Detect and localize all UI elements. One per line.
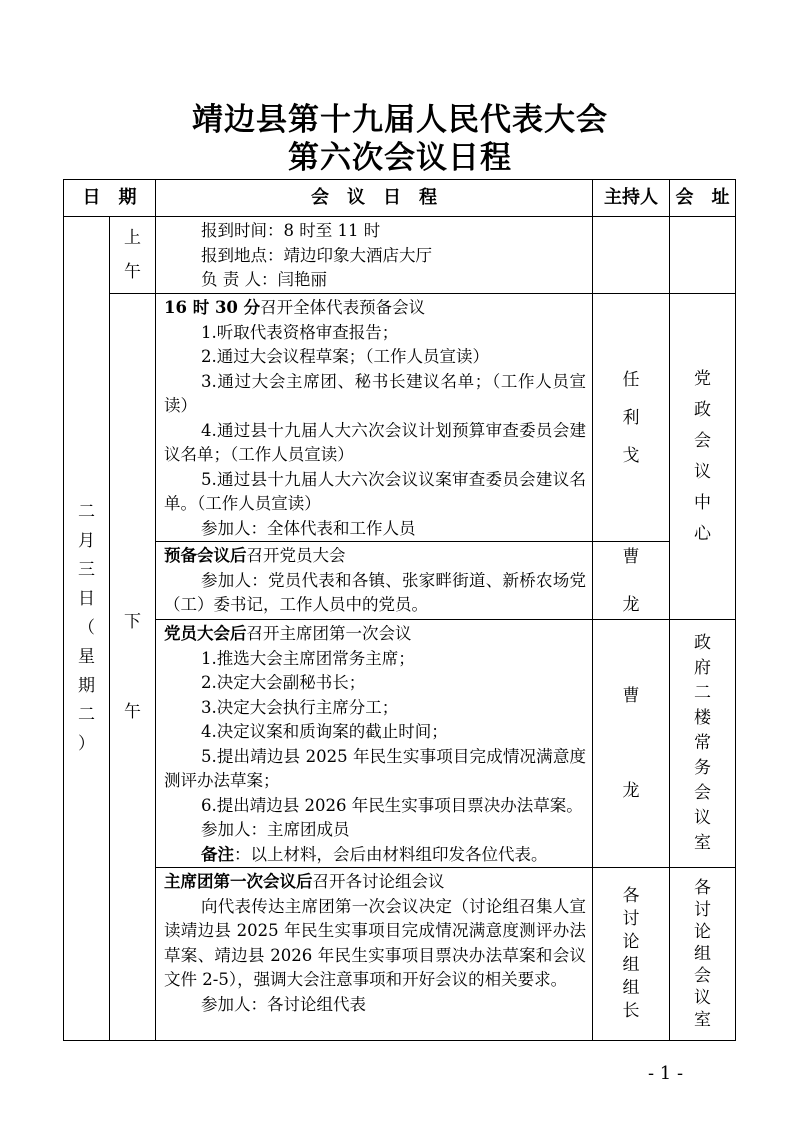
session-2-lead	[164, 544, 586, 569]
session-4-lead-time: 主席团第一次会议后	[164, 872, 313, 891]
table-header-row	[64, 180, 736, 217]
venue-char: 论	[694, 922, 711, 942]
date-cell	[64, 217, 110, 1041]
note-label: 备注	[201, 844, 234, 864]
host-char: 戈	[622, 445, 640, 466]
morning-host-cell	[593, 217, 670, 294]
session-1-content	[156, 294, 593, 542]
venue-char: 务	[694, 758, 711, 778]
morning-line: 报到时间：8 时至 11 时	[201, 221, 381, 240]
venue-char: 党	[694, 368, 711, 389]
venue-char: 会	[694, 430, 711, 451]
session-4-host	[593, 868, 670, 1041]
date-char: 期	[78, 676, 95, 696]
session-3-item: 1.推选大会主席团常务主席；	[201, 648, 415, 668]
venue-2-cell	[670, 620, 736, 868]
session-4-lead	[164, 870, 586, 895]
afternoon-char: 午	[124, 702, 141, 722]
venue-char: 组	[694, 944, 711, 964]
schedule-table	[63, 179, 736, 1041]
session-1-item: 5.通过县十九届人大六次会议议案审查委员会建议名单。（工作人员宣读）	[164, 469, 586, 513]
venue-char: 府	[694, 658, 711, 678]
afternoon-label-cell	[110, 294, 156, 1041]
session-4-item: 向代表传达主席团第一次会议决定（讨论组召集人宣读靖边县 2025 年民生实事项目完成情况满意度测评办法草案、靖边县 2026 年民生实事项目票决办法草案和会议文件 2-5），强调大会注意事项和开好会议的相关要求。	[164, 896, 586, 989]
date-char: 二	[78, 502, 95, 522]
venue-3-cell	[670, 868, 736, 1041]
session-3-item: 5.提出靖边县 2025 年民生实事项目完成情况满意度测评办法草案；	[164, 746, 586, 790]
date-char: 日	[78, 589, 95, 609]
session-2-host	[593, 542, 670, 620]
date-char: 月	[78, 531, 95, 551]
header-schedule: 会 议 日 程	[156, 180, 593, 217]
session-3-item: 3.决定大会执行主席分工；	[201, 697, 399, 717]
venue-char: 各	[694, 878, 711, 898]
venue-char: 政	[694, 633, 711, 653]
host-char: 曹	[622, 546, 640, 567]
host-char: 任	[622, 369, 640, 390]
venue-char: 中	[694, 492, 711, 513]
venue-char: 二	[694, 683, 711, 703]
session-2-lead-text: 召开党员大会	[246, 546, 346, 565]
date-char: 星	[78, 647, 95, 667]
date-char: 三	[78, 560, 95, 580]
table-row-session-4	[64, 868, 736, 1041]
host-char: 论	[622, 932, 640, 952]
morning-venue-cell	[670, 217, 736, 294]
date-char: （	[78, 618, 95, 638]
session-3-content	[156, 620, 593, 868]
page-number: - 1 -	[648, 1063, 684, 1084]
session-1-item: 1.听取代表资格审查报告；	[201, 322, 399, 342]
session-2-content	[156, 542, 593, 620]
session-3-participants: 参加人：主席团成员	[201, 820, 350, 839]
host-char: 各	[622, 886, 640, 906]
session-3-lead	[164, 622, 586, 647]
date-label	[64, 498, 109, 759]
venue-char: 常	[694, 733, 711, 753]
session-4-lead-text: 召开各讨论组会议	[312, 872, 445, 891]
session-3-lead-time: 党员大会后	[164, 624, 247, 643]
session-3-host	[593, 620, 670, 868]
host-char: 组	[622, 955, 640, 975]
host-char: 龙	[622, 594, 640, 615]
venue-char: 会	[694, 966, 711, 986]
host-char: 利	[622, 407, 640, 428]
morning-line: 负 责 人：闫艳丽	[201, 270, 327, 289]
session-3-lead-text: 召开主席团第一次会议	[246, 624, 412, 643]
table-row-morning	[64, 217, 736, 294]
venue-char: 楼	[694, 708, 711, 728]
session-1-item: 4.通过县十九届人大六次会议计划预算审查委员会建议名单；（工作人员宣读）	[164, 420, 586, 464]
morning-char: 上	[124, 228, 141, 248]
session-3-item: 6.提出靖边县 2026 年民生实事项目票决办法草案。	[201, 795, 583, 815]
session-1-host	[593, 294, 670, 542]
session-1-item: 3.通过大会主席团、秘书长建议名单；（工作人员宣读）	[164, 371, 586, 415]
header-date: 日 期	[64, 180, 156, 217]
document-title-line1: 靖边县第十九届人民代表大会	[192, 102, 608, 138]
venue-char: 讨	[694, 900, 711, 920]
venue-1-cell	[670, 294, 736, 620]
venue-char: 议	[694, 461, 711, 482]
date-char: ）	[78, 734, 95, 754]
host-char: 讨	[622, 909, 640, 929]
session-4-content	[156, 868, 593, 1041]
session-3-item: 2.决定大会副秘书长；	[201, 673, 366, 692]
venue-char: 心	[694, 523, 711, 544]
host-char: 长	[622, 1001, 640, 1021]
host-char: 组	[622, 978, 640, 998]
table-row-session-3	[64, 620, 736, 868]
date-char: 二	[78, 705, 95, 725]
morning-line: 报到地点：靖边印象大酒店大厅	[201, 245, 432, 265]
venue-char: 议	[694, 988, 711, 1008]
venue-char: 议	[694, 808, 711, 828]
host-char: 龙	[622, 780, 640, 801]
session-1-lead-time: 16 时 30 分	[164, 298, 261, 317]
host-char: 曹	[622, 686, 640, 706]
note-text: ：以上材料，会后由材料组印发各位代表。	[234, 844, 548, 864]
table-row-session-2	[64, 542, 736, 620]
venue-char: 会	[694, 783, 711, 803]
morning-char: 午	[124, 262, 141, 282]
session-1-participants: 参加人：全体代表和工作人员	[201, 518, 416, 538]
table-row-session-1	[64, 294, 736, 542]
session-3-note	[164, 843, 586, 868]
venue-char: 室	[694, 833, 711, 853]
venue-char: 政	[694, 399, 711, 420]
session-4-participants: 参加人：各讨论组代表	[201, 994, 366, 1014]
session-3-item: 4.决定议案和质询案的截止时间；	[201, 722, 448, 741]
session-2-lead-time: 预备会议后	[164, 546, 247, 565]
morning-label-cell	[110, 217, 156, 294]
morning-content	[156, 217, 593, 294]
session-1-item: 2.通过大会议程草案；（工作人员宣读）	[201, 347, 489, 366]
session-1-lead-text: 召开全体代表预备会议	[260, 298, 426, 317]
session-2-participants: 参加人：党员代表和各镇、张家畔街道、新桥农场党（工）委书记，工作人员中的党员。	[164, 570, 586, 614]
session-1-lead	[164, 296, 586, 321]
afternoon-char: 下	[124, 611, 141, 632]
venue-char: 室	[694, 1010, 711, 1030]
header-venue: 会 址	[670, 180, 736, 217]
document-title-line2: 第六次会议日程	[288, 140, 512, 176]
header-host: 主持人	[593, 180, 670, 217]
